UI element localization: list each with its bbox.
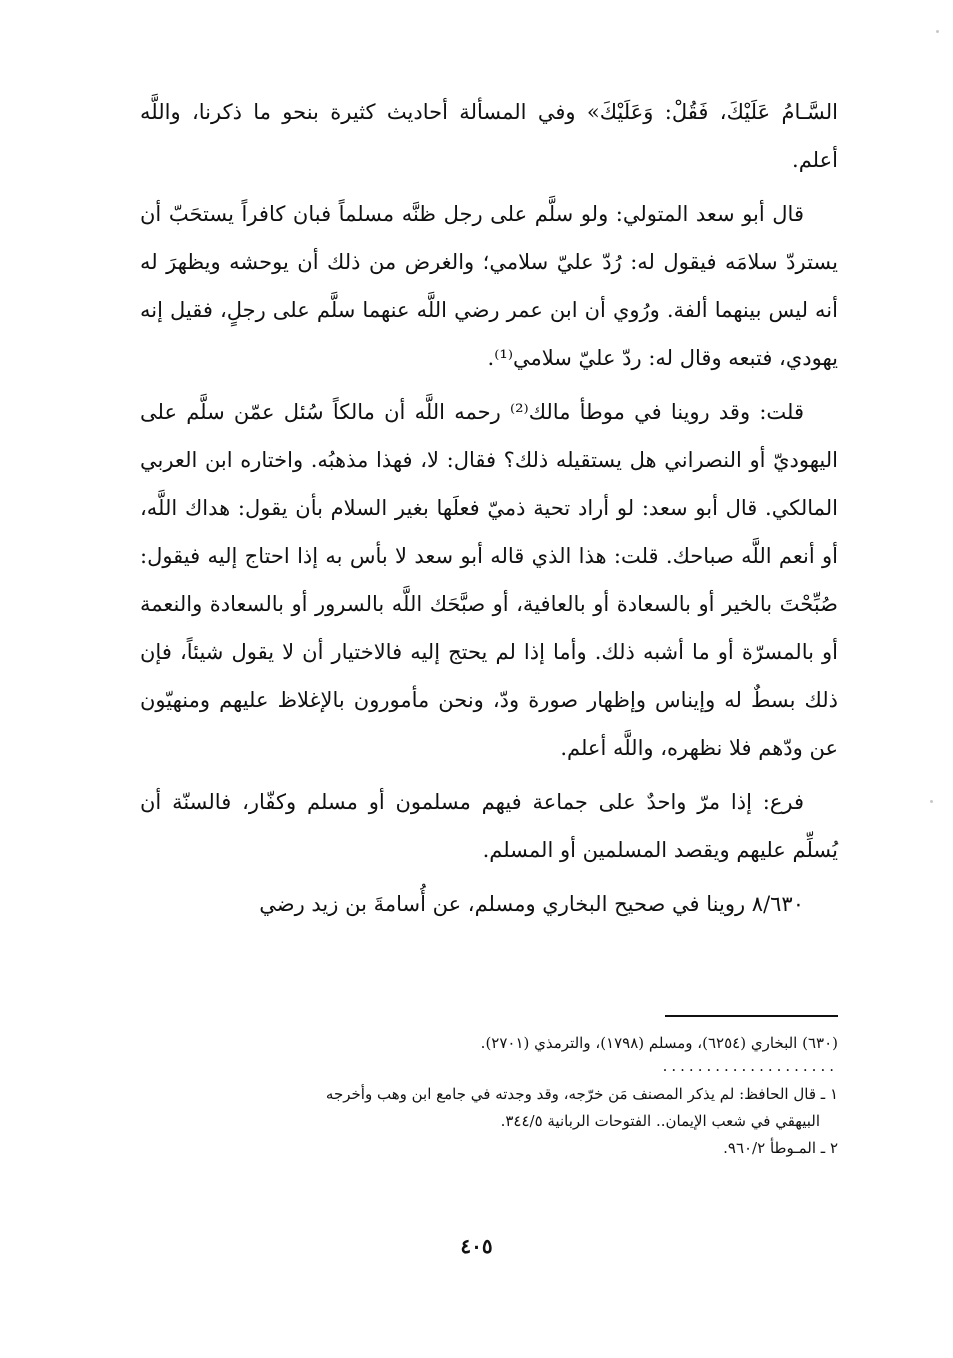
page-number: ٤٠٥ (460, 1234, 493, 1258)
footnote-2: ٢ ـ المـوطأ ٩٦٠/٢. (723, 1139, 838, 1157)
paragraph-hadith-630: ٨/٦٣٠ روينا في صحيح البخاري ومسلم، عن أُسامةَ بن زيد رضي (259, 892, 804, 916)
paragraph-mutawalli: قال أبو سعد المتولي: ولو سلَّم على رجل ظنَّه مسلماً فبان كافراً يستحَبّ أن يستردّ سلامَه فيقول له: رُدّ عليّ سلامي؛ والغرض من ذلك أن يوحشه ويظهرَ له أنه ليس بينهما ألفة. ورُوي أن ابن عمر رضي اللَّه عنهما سلَّم على رجلٍ، فقيل إنه يهودي، فتبعه وقال له: ردّ عليّ سلامي⁽¹⁾. (140, 202, 838, 370)
paragraph-muwatta: قلت: وقد روينا في موطأ مالك⁽²⁾ رحمه اللَّه أن مالكاً سُئل عمّن سلَّم على اليهوديّ أو النصراني هل يستقيله ذلك؟ فقال: لا، فهذا مذهبُه. واختاره ابن العربي المالكي. قال أبو سعد: لو أراد تحية ذميّ فعلَها بغير السلام بأن يقول: هداك اللَّه، أو أنعم اللَّه صباحك. قلت: هذا الذي قاله أبو سعد لا بأس به إذا احتاج إليه فيقول: صُبِّحْتَ بالخير أو بالسعادة أو بالعافية، أو صبَّحَك اللَّه بالسرور أو بالسعادة والنعمة أو بالمسرّة أو ما أشبه ذلك. وأما إذا لم يحتج إليه فالاختيار أن لا يقول شيئاً، فإن ذلك بسطٌ له وإيناس وإظهار صورة ودّ، ونحن مأمورون بالإغلاظ عليهم ومنهيّون عن ودّهم فلا نظهره، واللَّه أعلم. (140, 400, 838, 760)
footnote-separator-rule (665, 1015, 838, 1017)
paragraph-far: فرع: إذا مرّ واحدٌ على جماعة فيهم مسلمون أو مسلم وكفّار، فالسنّة أن يُسلِّم عليهم ويقصد المسلمين أو المسلم. (140, 790, 838, 862)
scan-speck (936, 30, 939, 33)
footnote-1-line-1: ١ ـ قال الحافظ: لم يذكر المصنف مَن خرّجه، وقد وجدته في جامع ابن وهب وأخرجه (325, 1085, 838, 1103)
footnotes (140, 1030, 838, 1162)
main-text (140, 88, 838, 928)
footnote-1-line-2: البيهقي في شعب الإيمان.. الفتوحات الربانية ٣٤٤/٥. (500, 1112, 820, 1130)
paragraph-continuation: السَّـامُ عَلَيْكَ، فَقُلْ: وَعَلَيْكَ» وفي المسألة أحاديث كثيرة بنحو ما ذكرنا، واللَّه أعلم. (140, 100, 838, 172)
scan-speck (930, 800, 933, 803)
footnote-source: (٦٣٠) البخاري (٦٢٥٤)، ومسلم (١٧٩٨)، والترمذي (٢٧٠١). (480, 1034, 838, 1052)
footnote-dotted-separator: .................... (662, 1057, 838, 1075)
